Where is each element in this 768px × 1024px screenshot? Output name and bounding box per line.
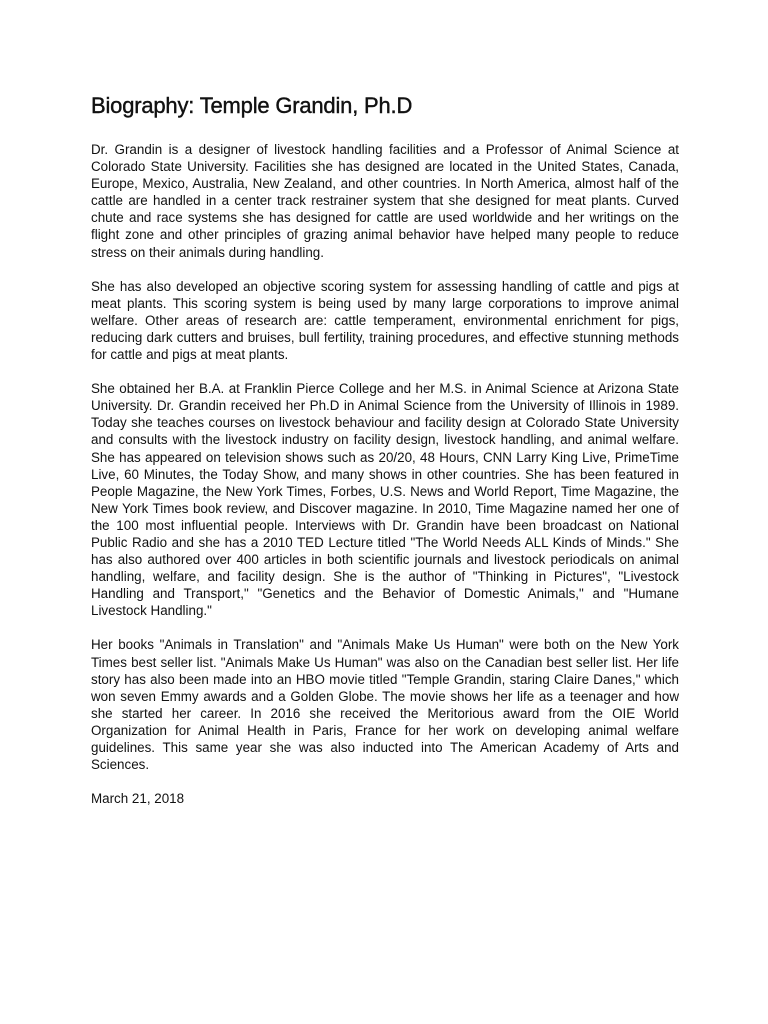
paragraph-scoring-system: She has also developed an objective scoring system for assessing handling of cattle and pigs at meat plants. This scoring system is being used by many large corporations to improve animal welfare. Other areas of research are: cattle temperament, environmental enrichment for pigs, reducing dark cutters and bruises, bull fertility, training procedures, and effective stunning methods for cattle and pigs at meat plants. — [91, 278, 679, 363]
document-date: March 21, 2018 — [91, 791, 185, 807]
paragraph-intro: Dr. Grandin is a designer of livestock handling facilities and a Professor of Animal Science at Colorado State University. Facilities she has designed are located in the United States, Canada, Europe, Mexico, Australia, New Zealand, and other countries. In North America, almost half of the cattle are handled in a center track restrainer system that she designed for meat plants. Curved chute and race systems she has designed for cattle are used worldwide and her writings on the flight zone and other principles of grazing animal behavior have helped many people to reduce stress on their animals during handling. — [91, 142, 679, 260]
paragraph-books-awards: Her books "Animals in Translation" and "Animals Make Us Human" were both on the New York Times best seller list. "Animals Make Us Human" was also on the Canadian best seller list. Her life story has also been made into an HBO movie titled "Temple Grandin, staring Claire Danes," which won seven Emmy awards and a Golden Globe. The movie shows her life as a teenager and how she started her career. In 2016 she received the Meritorious award from the OIE World Organization for Animal Health in Paris, France for her work on developing animal welfare guidelines. This same year she was also inducted into The American Academy of Arts and Sciences. — [91, 637, 679, 773]
document-page — [91, 92, 679, 807]
document-title: Biography: Temple Grandin, Ph.D — [91, 93, 413, 118]
paragraph-education-media: She obtained her B.A. at Franklin Pierce College and her M.S. in Animal Science at Arizona State University. Dr. Grandin received her Ph.D in Animal Science from the University of Illinois in 1989. Today she teaches courses on livestock behaviour and facility design at Colorado State University and consults with the livestock industry on facility design, livestock handling, and animal welfare. She has appeared on television shows such as 20/20, 48 Hours, CNN Larry King Live, PrimeTime Live, 60 Minutes, the Today Show, and many shows in other countries. She has been featured in People Magazine, the New York Times, Forbes, U.S. News and World Report, Time Magazine, the New York Times book review, and Discover magazine. In 2010, Time Magazine named her one of the 100 most influential people. Interviews with Dr. Grandin have been broadcast on National Public Radio and she has a 2010 TED Lecture titled "The World Needs ALL Kinds of Minds." She has also authored over 400 articles in both scientific journals and livestock periodicals on animal handling, welfare, and facility design. She is the author of "Thinking in Pictures", "Livestock Handling and Transport," "Genetics and the Behavior of Domestic Animals," and "Humane Livestock Handling." — [91, 381, 679, 619]
